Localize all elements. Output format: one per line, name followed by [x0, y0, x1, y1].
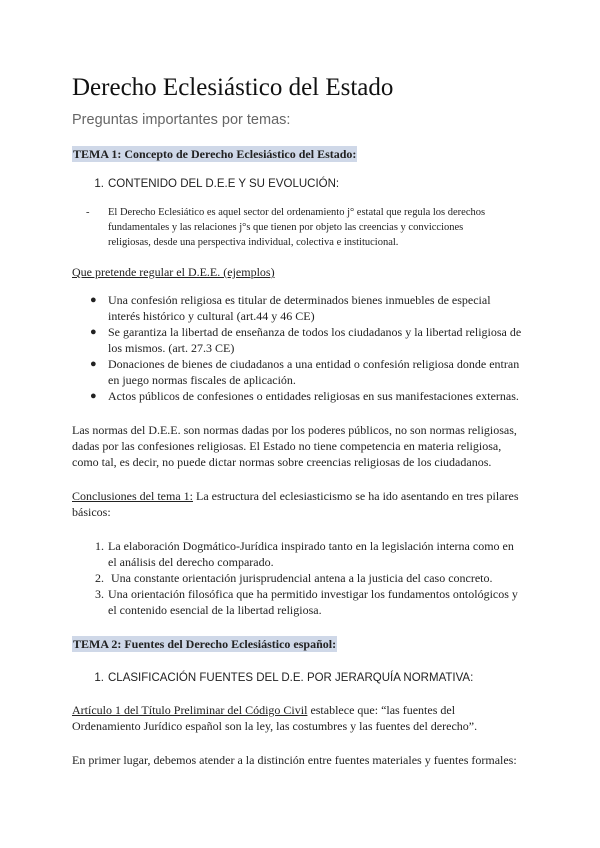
- list-item: 3. Una orientación filosófica que ha permitido investigar los fundamentos ontológicos y el contenido esencial de la libertad religiosa.: [108, 586, 538, 618]
- tema1-dash-item: [86, 205, 548, 250]
- list-item: ● Actos públicos de confesiones o entidades religiosas en sus manifestaciones externas.: [90, 389, 519, 403]
- bullet-icon: ●: [90, 358, 97, 370]
- list-number: 2.: [95, 571, 104, 585]
- list-item: ● Donaciones de bienes de ciudadanos a una entidad o confesión religiosa donde entran en juego normas fiscales de aplicación.: [90, 357, 520, 387]
- list-item: ● Una confesión religiosa es titular de determinados bienes inmuebles de especial interés histórico y cultural (art.44 y 46 CE): [90, 293, 491, 323]
- tema2-item-1: 1. CLASIFICACIÓN FUENTES DEL D.E. POR JERARQUÍA NORMATIVA:: [108, 670, 473, 686]
- tema2-heading: TEMA 2: Fuentes del Derecho Eclesiástico español:: [73, 637, 337, 651]
- page-subtitle: Preguntas importantes por temas:: [72, 112, 291, 128]
- list-item: 1. La elaboración Dogmático-Jurídica inspirado tanto en la legislación interna como en el análisis del derecho comparado.: [108, 538, 538, 570]
- bullet-icon: ●: [90, 294, 97, 306]
- list-number: 3.: [95, 587, 104, 601]
- bullet-icon: ●: [90, 326, 97, 338]
- dash-text-line: religiosas, desde una perspectiva individual, colectiva e institucional.: [108, 237, 399, 248]
- tema1-item-1: [94, 176, 340, 192]
- tema1-item-1-text: CONTENIDO DEL D.E.E Y SU EVOLUCIÓN:: [108, 178, 340, 190]
- page-title: Derecho Eclesiástico del Estado: [72, 74, 394, 101]
- articulo-label: Artículo 1 del Título Preliminar del Código Civil: [72, 703, 308, 717]
- paragraph-normas: Las normas del D.E.E. son normas dadas por los poderes públicos, no son normas religiosas, dadas por las confesiones religiosas. El Estado no tiene competencia en materia religiosa, como tal, es decir, no puede dictar normas sobre creencias religiosas de los ciudadanos.: [72, 423, 517, 469]
- conclusiones-paragraph: Conclusiones del tema 1: La estructura del eclesiasticismo se ha ido asentando en tres pilares básicos:: [72, 489, 519, 519]
- list-number: 1.: [95, 539, 104, 553]
- dash-marker: -: [86, 207, 90, 218]
- dash-text-line: El Derecho Eclesiático es aquel sector del ordenamiento j° estatal que regula los derechos: [108, 207, 486, 218]
- articulo-paragraph: Artículo 1 del Título Preliminar del Código Civil establece que: “las fuentes del Ordenamiento Jurídico español son la ley, las costumbres y las fuentes del derecho”.: [72, 703, 478, 733]
- conclusiones-label: Conclusiones del tema 1:: [72, 489, 193, 503]
- tema2-heading-line: [72, 636, 337, 652]
- list-item: 2. Una constante orientación jurisprudencial antena a la justicia del caso concreto.: [108, 570, 538, 586]
- final-paragraph: En primer lugar, debemos atender a la distinción entre fuentes materiales y fuentes formales:: [72, 753, 517, 767]
- list-number: 1.: [94, 178, 104, 190]
- list-item: ● Se garantiza la libertad de enseñanza de todos los ciudadanos y la libertad religiosa de los mismos. (art. 27.3 CE): [90, 325, 522, 355]
- regular-heading: Que pretende regular el D.E.E. (ejemplos): [72, 265, 275, 279]
- tema1-heading-line: [72, 146, 357, 162]
- tema1-heading: TEMA 1: Concepto de Derecho Eclesiástico del Estado:: [73, 147, 357, 161]
- bullet-icon: ●: [90, 390, 97, 402]
- list-number: 1.: [94, 672, 104, 684]
- dash-text-line: fundamentales y las relaciones j°s que tienen por objeto las creencias y convicciones: [108, 222, 464, 233]
